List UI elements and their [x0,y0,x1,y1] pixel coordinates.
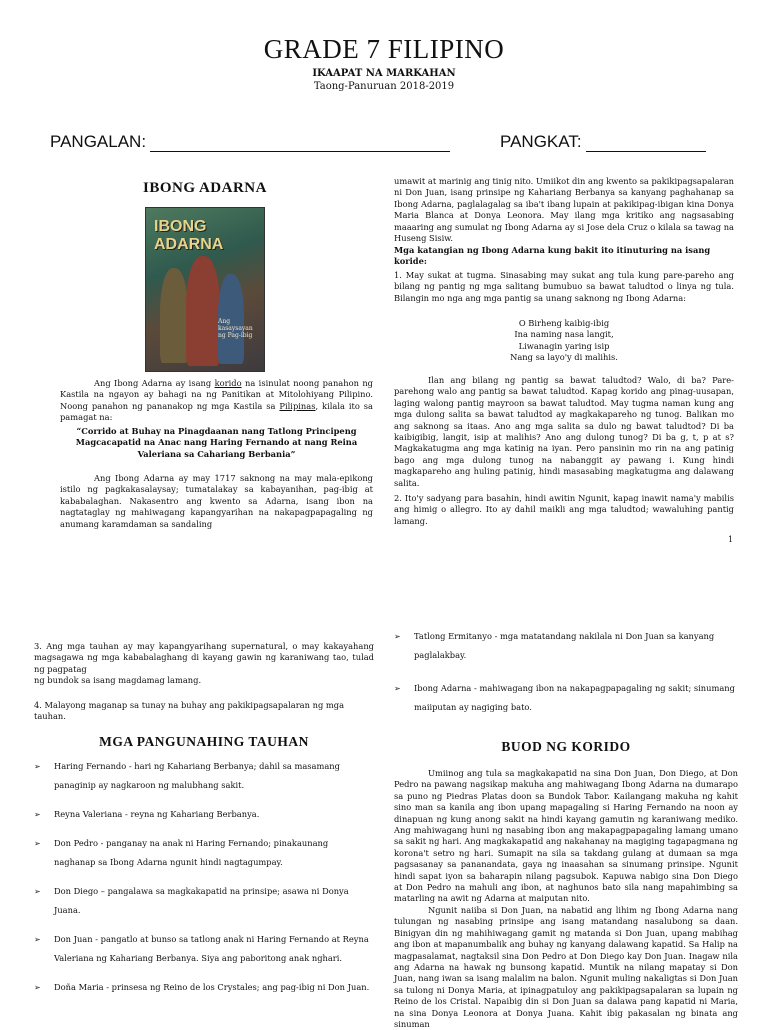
page-number: 1 [728,535,734,544]
full-title-quote: “Corrido at Buhay na Pinagdaanan nang Tatlong Principeng Magcacapatid na Anac nang Haring Fernando at nang Reina Valeriana sa Cahariang Berbania” [75,426,358,459]
korido-link[interactable]: korido [214,378,242,388]
list-item [34,757,370,795]
document-title: GRADE 7 FILIPINO [263,34,505,64]
character-text: Don Diego – pangalawa sa magkakapatid na prinsipe; asawa ni Donya Juana. [54,886,349,915]
list-item [394,679,738,717]
list-item [34,930,370,968]
katangian-item-2: 2. Ito'y sadyang para basahin, hindi awitin Ngunit, kapag inawit nama'y mabilis ang himig o allegro. Ito ay dahil maikli ang mga taludtod; wawaluhing pantig lamang. [394,493,734,526]
character-text: Don Pedro - panganay na anak ni Haring Fernando; pinakaunang naghanap sa Ibong Adarna ngunit hindi nagtagumpay. [54,838,329,867]
arrow-bullet-icon: ➢ [34,839,41,848]
intro-text-c: , kilala ito sa pamagat na: [60,400,373,423]
character-text: Tatlong Ermitanyo - mga matatandang nakilala ni Don Juan sa kanyang paglalakbay. [414,631,715,660]
buod-text-2: Ngunit naiiba si Don Juan, na nabatid ang lihim ng Ibong Adarna nang tulungan ng nasabing prinsipe ang isang matandang nasalubong sa daan. Binigyan din ng mahihiwagang gamit ng matanda si Don Juan, upang mabihag ang ibon at mapanumbalik ang buhay ng kanyang dalawang kapatid. Sa Halip na magpasalamat, nagtaksil sina Don Pedro at Don Diego kay Don Juan. Inagaw nila ang Adarna na hawak ng bunsong kapatid. Muntik na nilang mapatay si Don Juan, nang iwan sa isang malalim na balon. Ngunit muling nakaligtas si Don Juan sa tulong ni Donya Maria, at ipinagpatuloy ang pakikipagsapalaran sa lupain ng Reino de los Cristal. Napaibig din si Don Juan sa dalawa pang kapatid ni Maria, na sina Donya Leonora at Donya Juana. Kahit ibig pakasalan ng binata ang sinuman [394,904,738,1029]
buod-text-1: Umiinog ang tula sa magkakapatid na sina Don Juan, Don Diego, at Don Pedro na pawang nagsikap makuha ang mahiwagang Ibong Adarna na dumarapo sa puno ng Piedras Platas doon sa Bundok Tabor. Kailangang makuha ng kahit sino man sa kanila ang ibon upang mapagaling si Haring Fernando na noon ay dinapuan ng kung anong sakit na hindi kayang gamutin ng karaniwang mediko. Ang mahiwagang huni ng nasabing ibon ang makapagpapagaling lamang umano sa sakit ng hari. Ang magkakapatid ang nakahanay na magiging tagapagmana ng korona't setro ng hari. Sumapit na sila sa takdang gulang at dumaan sa mga pagsasanay sa pananandata, gaya ng inaasahan sa sinumang prinsipe. Ngunit hindi sapat iyon sa baharapin nilang pagsubok. Kapuwa nabigo sina Don Diego at Don Pedro na mahuli ang ibon, at naghunos bato sila nang mapahimbing sa matarling na awit ng Adarna at maiputan nito. [394,768,738,904]
continuation-text: umawit at marinig ang tinig nito. Umiikot din ang kwento sa pakikipagsapalaran ni Don Juan, isang prinsipe ng Kahariang Berbanya sa kanyang paghahanap sa Ibong Adarna, paglalagalag sa iba't ibang lupain at pakikipag-ibigan kina Donya Maria Blanca at Donya Leonora. May ilang mga kritiko ang nagsasabing maaaring ang sumulat ng Ibong Adarna ay si Jose dela Cruz o kilala sa tawag na Huseng Sisiw. [394,176,734,244]
school-year: Taong-Panuruan 2018-2019 [313,81,455,92]
katangian-item-4: 4. Malayong maganap sa tunay na buhay ang pakikipagsapalaran ng mga tauhan. [34,700,345,722]
cover-tagline: Ang kasaysayan ng Pag-ibig [218,318,253,339]
arrow-bullet-icon: ➢ [34,983,41,992]
arrow-bullet-icon: ➢ [34,887,41,896]
katangian-item-1: 1. May sukat at tugma. Sinasabing may sukat ang tula kung pare-pareho ang bilang ng pantig ng mga salitang bumubuo sa bawat taludtod o linya ng tula. Bilangin mo nga ang mga pantig sa unang saknong ng Ibong Adarna: [394,270,734,303]
quarter-label: IKAAPAT NA MARKAHAN [312,68,456,79]
list-item [34,882,370,920]
character-text: Doña Maria - prinsesa ng Reino de los Crystales; ang pag-ibig ni Don Juan. [54,982,370,992]
character-text: Ibong Adarna - mahiwagang ibon na nakapagpapagaling ng sakit; sinumang maiiputan ay nagiging bato. [414,683,735,712]
cover-title: IBONG ADARNA [154,218,224,253]
arrow-bullet-icon: ➢ [394,684,401,693]
section-field[interactable] [500,132,706,152]
summary-paragraph [60,473,373,530]
intro-text-a: Ang Ibong Adarna ay isang [94,378,215,388]
character-text: Reyna Valeriana - reyna ng Kahariang Berbanya. [54,809,260,819]
list-item [394,627,738,665]
poem-line: O Birheng kaibig-ibig [518,318,610,328]
characters-list-left [34,757,370,997]
characters-list-right [394,627,738,717]
pantig-text: Ilan ang bilang ng pantig sa bawat taludtod? Walo, di ba? Pare-parehong walo ang pantig sa bawat taludtod. Kapag korido ang pinag-uusapan, laging walong pantig mayroon sa bawat taludtod. May tugma naman kung ang mga dulong salita sa bawat taludtod ay magkakapareho ng tunog. Balikan mo ang saknong sa itaas. Ano ang mga salita sa dulo ng bawat taludtod? Di ba kaibigibig, langit, isip at malihis? Ano ang dulong tunog? Di ba g, t, p at s? Magkakatugma ang mga katinig na iyan. Pero pansinin mo rin na ang patinig bago ang mga dulong tunog na nabanggit ay pawang i. Kung hindi magkapareho ang huling patinig, hindi masasabing magkatugma ang dalawang salita. [394,375,734,488]
poem-line: Nang sa layo'y di malihis. [510,352,618,363]
arrow-bullet-icon: ➢ [34,810,41,819]
character-text: Don Juan - pangatlo at bunso sa tatlong anak ni Haring Fernando at Reyna Valeriana ng Kahariang Berbanya. Siya ang paboritong anak nghari. [54,934,369,963]
buod-paragraphs [394,768,738,1030]
item3-text-b: ng bundok sa isang magdamag lamang. [34,675,202,686]
list-item [34,978,370,997]
intro-paragraph [60,378,373,424]
buod-heading: BUOD NG KORIDO [501,739,631,754]
cover-figure-2 [186,256,220,366]
character-text: Haring Fernando - hari ng Kahariang Berbanya; dahil sa masamang panaginip ay nagkaroon ng malubhang sakit. [54,761,340,790]
pantig-paragraph [394,375,734,489]
item3-text: 3. Ang mga tauhan ay may kapangyarihang supernatural, o may kakayahang magsagawa ng mga kababalaghang di kayang gawin ng karaniwang tao, tulad ng pagpatag [34,641,374,674]
name-label: PANGALAN: [50,132,147,151]
arrow-bullet-icon: ➢ [394,632,401,641]
book-cover-image [145,207,265,372]
name-field[interactable] [50,132,450,152]
katangian-heading: Mga katangian ng Ibong Adarna kung bakit ito itinuturing na isang koride: [394,245,711,267]
list-item [34,805,370,824]
poem-line: Liwanagin yaring isip [518,340,610,351]
poem-line: Ina naming nasa langit, [514,329,614,340]
name-blank-line[interactable] [150,135,450,152]
cover-figure-1 [160,268,188,363]
arrow-bullet-icon: ➢ [34,762,41,771]
summary-text: Ang Ibong Adarna ay may 1717 saknong na may mala-epikong istilo ng pagkakasalaysay; tumatalakay sa kabayanihan, pag-ibig at kababalaghan. Nakasentro ang kwento sa Adarna, isang ibon na nagtataglay ng mahiwagang kapangyarihan na nakapagpapagaling ng anumang karamdaman sa sandaling [60,473,373,529]
section-blank-line[interactable] [586,135,706,152]
pilipinas-link[interactable]: Pilipinas [279,400,316,411]
tauhan-heading: MGA PANGUNAHING TAUHAN [99,734,309,749]
intro-text-b: na isinulat noong panahon ng Kastila na ngayon ay bahagi na ng Panitikan at Mitolohiyang Pilipino. Noong panahon ng pananakop ng mga Kastila sa [60,378,373,411]
katangian-item-3 [34,641,374,687]
ibong-adarna-heading: IBONG ADARNA [143,180,267,196]
arrow-bullet-icon: ➢ [34,935,41,944]
list-item [34,834,370,872]
right-continuation [394,176,734,244]
section-label: PANGKAT: [500,132,582,151]
poem-stanza [394,318,734,364]
